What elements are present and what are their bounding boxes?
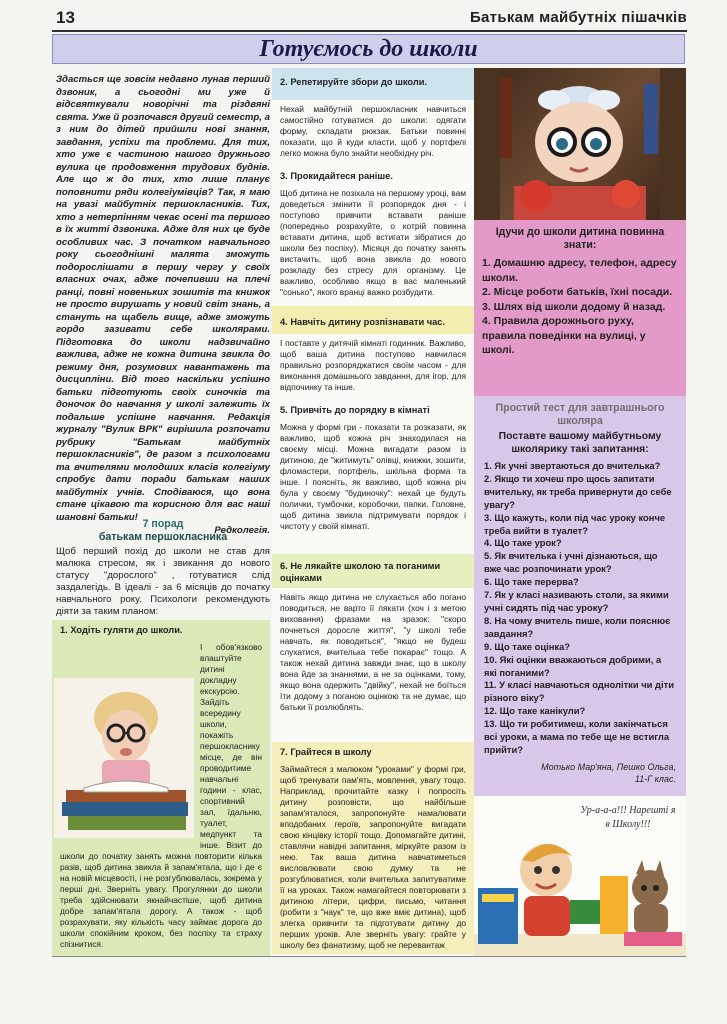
tip-3-heading: 3. Прокидайтеся раніше. [280,171,393,181]
tip-4-body [272,334,474,400]
page-number: 13 [56,8,75,27]
list-item: 6. Що таке перерва? [484,576,579,588]
intro-text: Здасться ще зовсім недавно лунав перший дзвоник, а сьогодні ми уже й відсвяткували новорічні та різдвяні свята. Уже й розпочався другий семестр, а з ним до дітей прийшли нові знання, завдання, успіхи та проблеми. Для тих, хто уже є частиною нашого дружнього вулика це продовження трудових буднів. Але що ж до тих, хто лише планує поповнити ряди колегіумівців? Так, я маю на увазі майбутніх першокласників. Тих, хто з нетерпінням чекає осені та першого в їх житті дзвоника. Адже для них це буде особливих час. З початком навчального року сьогоднішні малята зможуть подорослішати в першу чергу у своїх власних очах, адже почепивши на плечі ранці, повні новеньких зошитів та книжок не просто вирушать у новий світ знань, а стануть на щабель вище, адже зможуть гордо зазивати себе школярами. Підготовка до школи надзвичайно важлива, адже не кожна дитина звикла до режиму дня, розумових навантажень та дисципліни. Від того наскільки успішно батьки підготують своїх синочків та доночок до навчання у школі залежить їх подальше успішне навчання. Редакція журналу "Вулик ВРК" вирішила розпочати рубрику "Батькам майбутніх першокласників", де разом з психологами та вчителями молодших класів колегіуму спробує дати поради батькам наших майбутніх учнів. Сподіваюся, що вона стане цікавою та корисною для вас наші шановні батьки! [56,74,270,523]
list-item: 2. Місце роботи батьків, їхні посади. [482,286,673,298]
tip-5-heading: 5. Привчіть до порядку в кімнаті [280,405,430,415]
child-books-image [54,678,194,838]
list-item: 4. Правила дорожнього руху, правила поведінки на вулиці, у школі. [482,315,646,356]
tip-6-body [272,588,474,742]
test-title: Простий тест для завтрашнього школяра [495,402,665,427]
tips-intro: Щоб перший похід до школи не став для малюка стресом, як і звикання до нового статусу "дорослого" , готуватися слід заздалегідь. В ідеалі - за 6 місяців до початку навчального року. Психологи рекомендують діяти за таким планом: [56,546,270,617]
list-item: 3. Що кажуть, коли під час уроку конче треба вийти в туалет? [484,511,666,536]
tip-1-heading: 1. Ходіть гуляти до школи. [60,625,183,635]
list-item: 10. Які оцінки вважаються добрими, а які поганими? [484,653,662,678]
header-rule [52,30,687,32]
tip-5-text: Можна у формі гри - показати та розказати, як важливо, щоб кожна річ знаходилася на своєму місці. Можна вигадати разом із дитиною, де "житимуть" олівці, книжки, зошити, фломастери, портфель, шкільна форма та інше. І поясніть, як важливо, щоб кожна річ була у своєму "будиночку": нехай це будуть полички, тумбочки, коробочки, папки. Головне, щоб дитина звикла підтримувати порядок і чистоту у своїй кімнаті. [280,422,466,531]
tip-6-text: Навіть якщо дитина не слухається або погано поводиться, не варто її лякати (хоч і з метою виховання) фразами на зразок: "скоро почнеться доросле життя", "у школі тебе навчать, як поводиться", "якщо не будеш слухатися, вчителька тебе покарає" тощо. А також нехай дитина завжди знає, що в школу вона йде за знаннями, а не за оцінками, тому, якщо вона одержить "двійку", нехай не боїться їти додому з поганою оцінкою та не думає, що батьки її розлюблять. [280,592,466,712]
test-signature [484,761,676,785]
list-item: 5. Як вчителька і учні дізнаються, що вже час розпочинати урок? [484,550,658,575]
child-reading-icon [54,678,194,838]
tips-title [56,518,270,544]
tip-3-box [272,166,474,306]
tip-2-body [272,100,474,166]
list-item: 1. Як учні звертаються до вчителька? [484,460,661,471]
tips-title-line1: 7 порад [142,518,184,530]
list-item: 2. Якщо ти хочеш про щось запитати вчительку, як треба привернути до себе увагу? [484,472,672,510]
list-item: 7. Як у класі називають столи, за якими учні сидять під час уроку? [484,589,669,613]
list-item: 3. Шлях від школи додому й назад. [482,300,666,313]
test-signature-names: Мотько Мар'яна, Пешко Ольга, [541,761,676,772]
list-item: 11. У класі навчаються однолітки чи діти різного віку? [484,679,674,704]
tip-1-box [52,620,270,956]
tip-5-box [272,400,474,554]
tip-4-heading: 4. Навчіть дитину розпізнавати час. [280,317,446,327]
tip-7-text: Займайтеся з малюком "уроками" у формі гри, щоб тренувати пам'ять, мовлення, увагу тощо. Наприклад, прочитайте казку і попросіть дитину розповісти, що найбільше запам'яталося, запропонуйте намалювати вподобаних героїв, запропонуйте вигадати свою кінцівку історії тощо. Допомагайте дитині, ставлячи навідні запитання, міркуйте разом із нею. Так ваша дитина навчатиметься висловлювати свою думку та не розгублюватися, коли вчителька запитуватиме її на уроках. Також намагайтеся повторювати з дитиною літери, цифри, письмо, читання (робити з "наук" те, що вже вміє дитина), щоб злегка привчити та підготувати дитину до перших уроків. Але зверніть увагу: грайте у школу без фанатизму, щоб не перевантаж [280,764,466,950]
test-box [474,396,686,796]
list-item: 13. Що ти робитимеш, коли закінчаться всі уроки, а мама по тебе ще не встигла прийти? [484,718,670,755]
intro-signature: Редколегія. [214,525,270,536]
list-item: 9. Що таке оцінка? [484,640,571,652]
must-know-title: Ідучи до школи дитина повинна знати: [495,226,665,251]
test-signature-class: 11-Г клас. [634,773,676,784]
bottom-rule [52,956,686,957]
must-know-list [474,256,686,358]
intro-article [56,74,270,538]
tip-7-heading: 7. Грайтеся в школу [280,747,372,757]
masha-character-icon [474,68,686,220]
section-title: Батькам майбутніх пішачків [469,9,687,26]
tip-4-text: І поставте у дитячій кімнаті годинник. Важливо, щоб ваша дитина поступово навчилася правильно розпоряджатися своїм часом - для виконання домашнього завдання, для ігор, для відпочинку та інше. [280,338,466,392]
masha-photo [474,68,686,220]
illustration-caption: Ур-а-а-а!!! Нарешті я в Школу!!! [580,805,676,830]
tip-2-text: Нехай майбутній першокласник навчиться самостійно готуватися до школи: одягати форму, складати рюкзак. Батьки повинні показати, що й куди класти, щоб у портфелі легко можна було знайти необхідну річ. [280,104,466,158]
list-item: 12. Що таке канікули? [484,705,586,717]
tip-3-text: Щоб дитина не позіхала на першому уроці, вам доведеться змінити її розпорядок дня - і поступово привчити вставати раніше (попередньо розрахуйте, о котрій повинна вставати дитина, щоб встигати зібратися до школи без поспіху). Місяця до початку занять вистачить, щоб вона звикла до нового розкладу без стресу для організму. Це важливо, особливо якщо в вас маленький "сонько", якого вранці важко розбудити. [280,188,466,297]
kids-illustration [474,796,686,956]
tips-title-line2: батькам першокласника [98,531,228,543]
list-item: 1. Домашню адресу, телефон, адресу школи. [482,257,677,284]
tip-7-box [272,742,474,954]
test-questions [474,460,686,757]
tip-6-heading: 6. Не лякайте школою та поганими оцінками [280,561,441,583]
must-know-box [474,220,686,396]
list-item: 8. На чому вчитель пише, коли пояснює завдання? [484,614,671,639]
list-item: 4. Що таке урок? [484,537,562,549]
tip-2-heading: 2. Репетируйте збори до школи. [280,77,428,87]
tip-2-heading-box [272,68,474,100]
tip-1-text: І обов'язково влаштуйте дитині докладну екскурсію. Зайдіть всередину школи, покажіть першокласнику місце, де він проводитиме навчальні години - клас, спортивний зал, їдальню, туалет, медпункт та інше. Візит до школи до початку занять можна повторити кілька разів, щоб дитина звикла й запам'ятала, що і де є на новій місцевості, і не розгублювалась, зокрема у перші дні. Зверніть увагу. Прогулянки до школи треба здійснювати якнайчастіше, щоб дитина добре запам'ятала дорогу. А також - щоб розрахувати, яку кількість часу займає дорога до школи спокійним кроком, без поспіху та страху спізнитися. [60,642,262,949]
banner-title: Готуємось до школи [52,34,685,64]
test-subtitle: Поставте вашому майбутньому школярику такі запитання: [498,431,662,455]
